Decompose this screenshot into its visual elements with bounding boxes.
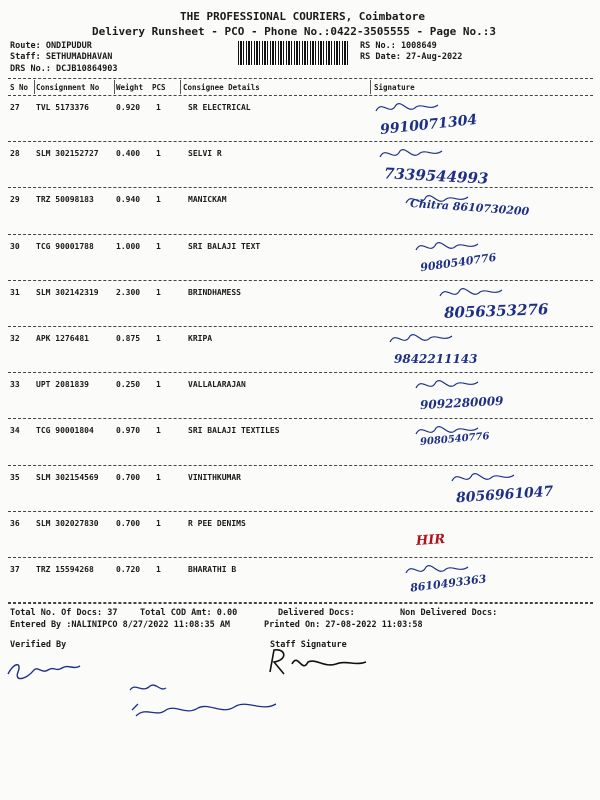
handwritten-signature: 8610493363 [409,572,488,595]
signature-scribble-icon [402,189,472,211]
row-consignee: SRI BALAJI TEXTILES [188,426,280,436]
row-sno: 29 [10,195,20,205]
staff-label: Staff: SETHUMADHAVAN [10,52,113,62]
divider [8,465,593,466]
col-rule [114,80,115,94]
verified-by-label: Verified By [10,640,67,650]
divider [8,326,593,327]
row-weight: 0.875 [116,334,141,343]
row-pcs: 1 [156,149,161,159]
row-pcs: 1 [156,518,161,528]
staff-signature-label: Staff Signature [270,640,347,650]
row-consignment: SLM 302142319 [36,287,99,297]
handwritten-signature: 9080540776 [419,431,490,449]
col-rule [370,80,371,94]
row-consignment: SLM 302152727 [36,149,99,159]
col-sno: S No [10,83,29,92]
row-consignment: TVL 5173376 [36,103,89,112]
signature-scribble-icon [376,143,446,165]
divider [8,603,593,604]
handwritten-signature: 8056961047 [455,483,554,506]
row-sno: 30 [10,241,20,251]
row-pcs: 1 [156,287,161,297]
divider [8,511,593,512]
rs-number: RS No.: 1008649 [360,41,437,51]
row-sno: 37 [10,565,20,574]
row-consignment: UPT 2081839 [36,380,89,390]
row-pcs: 1 [156,565,161,574]
col-consignment: Consignment No [36,83,100,92]
row-pcs: 1 [156,103,161,112]
signature-scribble-icon [386,328,456,350]
officer-signature-icon [126,676,286,726]
divider [8,602,593,603]
row-consignee: R PEE DENIMS [188,518,246,528]
row-consignee: SELVI R [188,149,222,159]
row-pcs: 1 [156,195,161,205]
col-rule [34,80,35,94]
table-row [8,559,593,605]
handwritten-signature: Chitra 8610730200 [409,197,530,219]
signature-scribble-icon [412,236,482,258]
table-row [8,236,593,282]
row-consignment: TCG 90001788 [36,241,94,251]
row-pcs: 1 [156,241,161,251]
handwritten-signature: 9092280009 [419,394,504,413]
table-row [8,97,593,143]
row-consignment: TRZ 15594268 [36,565,94,574]
row-sno: 36 [10,518,20,528]
row-consignee: VINITHKUMAR [188,472,241,482]
signature-scribble-icon [436,282,506,304]
delivered-docs: Delivered Docs: [278,608,355,618]
col-consignee: Consignee Details [183,83,260,92]
runsheet-title: Delivery Runsheet - PCO - Phone No.:0422-3505555 - Page No.:3 [92,25,496,38]
row-pcs: 1 [156,380,161,390]
table-row [8,189,593,235]
row-sno: 33 [10,380,20,390]
row-weight: 0.940 [116,195,141,205]
divider [8,187,593,188]
row-consignment: TRZ 50098183 [36,195,94,205]
row-weight: 2.300 [116,287,141,297]
table-header [8,81,593,95]
table-row [8,420,593,466]
row-consignment: SLM 302027830 [36,518,99,528]
row-consignment: APK 1276481 [36,334,89,343]
company-title: THE PROFESSIONAL COURIERS, Coimbatore [180,10,426,23]
table-row [8,328,593,374]
signature-scribble-icon [402,559,472,581]
col-rule [180,80,181,94]
rs-date: RS Date: 27-Aug-2022 [360,52,463,62]
table-row [8,282,593,328]
row-weight: 0.970 [116,426,141,436]
col-signature: Signature [374,83,415,92]
non-delivered-docs: Non Delivered Docs: [400,608,498,618]
divider [8,557,593,558]
row-pcs: 1 [156,472,161,482]
row-weight: 0.700 [116,472,141,482]
row-weight: 0.700 [116,518,141,528]
row-consignment: TCG 90001804 [36,426,94,436]
total-docs: Total No. Of Docs: 37 [10,608,118,618]
divider [8,234,593,235]
drs-number: DRS No.: DCJB10864903 [10,64,118,74]
signature-scribble-icon [448,467,518,489]
divider [8,280,593,281]
staff-signature-icon [262,644,372,680]
row-sno: 28 [10,149,20,159]
col-weight: Weight [116,83,144,92]
divider [8,141,593,142]
row-weight: 0.720 [116,565,141,574]
row-consignee: BRINDHAMESS [188,287,241,297]
row-weight: 0.920 [116,103,141,112]
handwritten-signature: 9080540776 [419,250,498,274]
entered-by: Entered By :NALINIPCO 8/27/2022 11:08:35 AM [10,620,231,630]
signature-scribble-icon [412,420,482,442]
handwritten-signature: HIR [415,531,446,549]
handwritten-signature: 9842211143 [394,352,478,366]
signature-scribble-icon [412,374,482,396]
row-sno: 27 [10,103,20,112]
row-sno: 31 [10,287,20,297]
row-pcs: 1 [156,334,161,343]
row-sno: 34 [10,426,20,436]
row-weight: 1.000 [116,241,141,251]
printed-on: Printed On: 27-08-2022 11:03:58 [264,620,423,630]
handwritten-signature: 8056353276 [443,299,549,322]
row-consignee: BHARATHI B [188,565,237,574]
table-row [8,143,593,189]
handwritten-signature: 9910071304 [379,111,478,139]
row-sno: 32 [10,334,20,343]
row-sno: 35 [10,472,20,482]
row-consignee: VALLALARAJAN [188,380,246,390]
divider [8,95,593,96]
row-consignee: KRIPA [188,334,213,343]
row-consignment: SLM 302154569 [36,472,99,482]
divider [8,418,593,419]
table-row [8,513,593,559]
divider [8,372,593,373]
row-consignee: SR ELECTRICAL [188,103,251,112]
row-pcs: 1 [156,426,161,436]
table-row [8,467,593,513]
col-pcs: PCS [152,83,166,92]
row-consignee: MANICKAM [188,195,227,205]
row-weight: 0.250 [116,380,141,390]
row-weight: 0.400 [116,149,141,159]
verifier-signature-icon [4,652,84,688]
barcode-image [238,41,350,65]
total-cod: Total COD Amt: 0.00 [140,608,238,618]
table-row [8,374,593,420]
row-consignee: SRI BALAJI TEXT [188,241,261,251]
route-label: Route: ONDIPUDUR [10,41,92,51]
signature-scribble-icon [372,97,442,119]
divider [8,78,593,79]
handwritten-signature: 7339544993 [383,164,489,188]
